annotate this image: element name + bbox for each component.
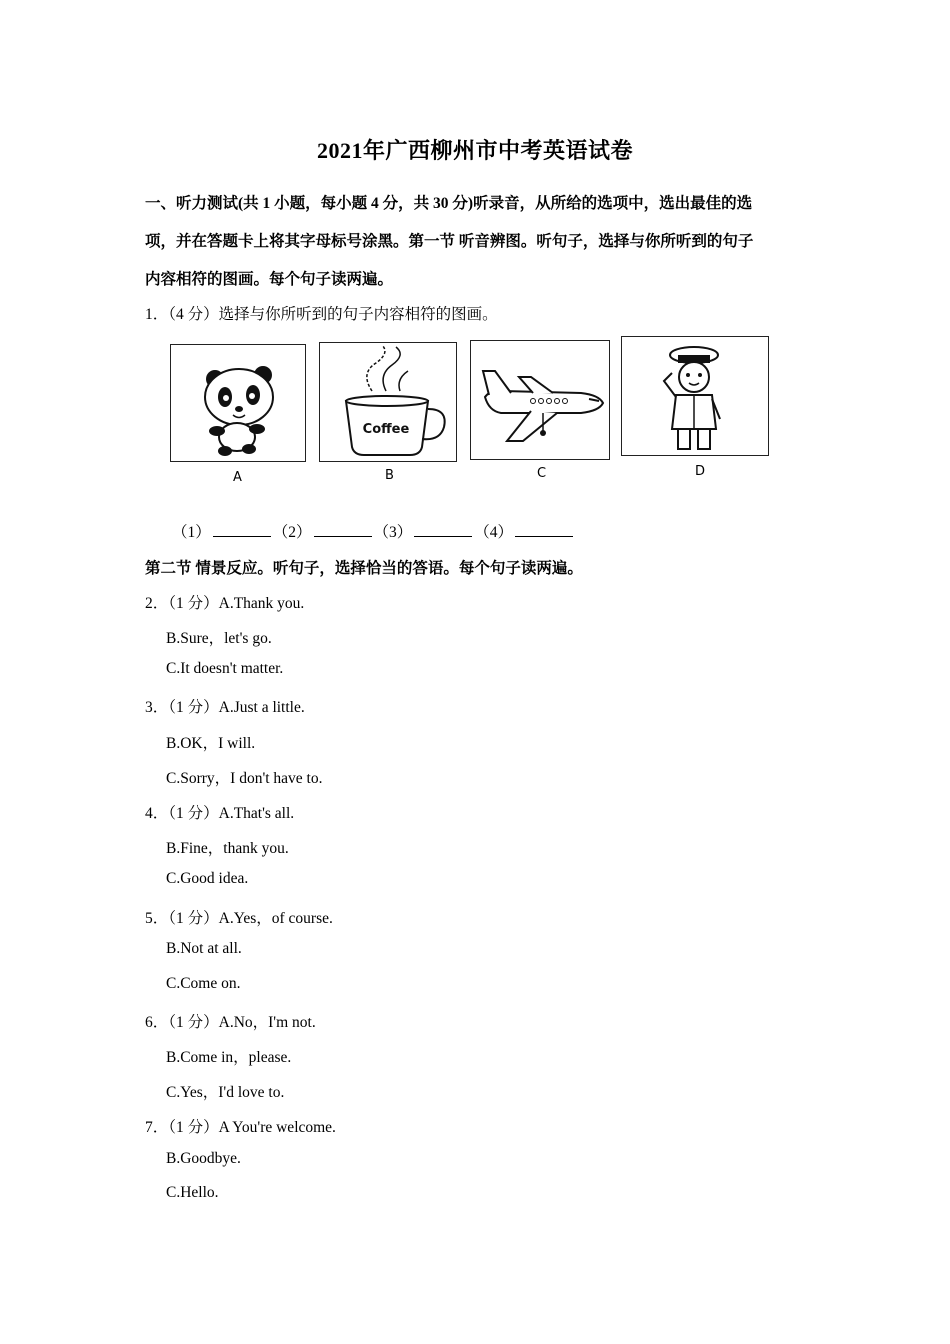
question-2-stem: 2．（1 分）A.Thank you. [145,595,305,612]
blank-2-label: （2） [272,524,312,541]
question-3-stem: 3．（1 分）A.Just a little. [145,699,305,716]
picture-d-label: D [695,464,706,479]
question-2-option-b: B.Sure，let's go. [166,630,272,647]
question-3-option-b: B.OK，I will. [166,735,256,752]
question-7-option-b: B.Goodbye. [166,1150,241,1167]
picture-options [165,334,775,494]
picture-b [319,342,457,462]
coffee-cup-icon [320,343,456,461]
question-5-option-b: B.Not at all. [166,940,242,957]
picture-a-label: A [233,470,242,485]
blank-1[interactable] [213,520,271,537]
picture-d [621,336,769,456]
section2-heading: 第二节 情景反应。听句子，选择恰当的答语。每个句子读两遍。 [145,560,583,577]
question-7-stem: 7．（1 分）A You're welcome. [145,1119,336,1136]
section1-line2: 项，并在答题卡上将其字母标号涂黑。第一节 听音辨图。听句子，选择与你所听到的句子 [145,233,754,250]
airplane-icon [471,341,609,459]
question-1-stem: 1．（4 分）选择与你所听到的句子内容相符的图画。 [145,306,498,323]
blank-3[interactable] [414,520,472,537]
answer-blanks [172,520,575,542]
question-4-option-b: B.Fine，thank you. [166,840,289,857]
blank-1-label: （1） [172,524,211,541]
section1-line3: 内容相符的图画。每个句子读两遍。 [145,271,394,288]
question-7-option-c: C.Hello. [166,1184,219,1201]
blank-2[interactable] [314,520,372,537]
blank-4[interactable] [515,520,573,537]
section1-line1: 一、听力测试(共 1 小题，每小题 4 分，共 30 分)听录音，从所给的选项中，选出最佳的选 [145,195,753,212]
picture-a [170,344,306,462]
question-6-stem: 6．（1 分）A.No，I'm not. [145,1014,316,1031]
question-5-option-c: C.Come on. [166,975,241,992]
blank-4-label: （4） [474,524,514,541]
question-5-stem: 5．（1 分）A.Yes，of course. [145,910,333,927]
panda-icon [171,345,305,461]
page-title: 2021年广西柳州市中考英语试卷 [316,138,633,163]
blank-3-label: （3） [373,524,413,541]
picture-b-label: B [385,468,394,483]
picture-c-label: C [537,466,547,481]
picture-c [470,340,610,460]
question-3-option-c: C.Sorry，I don't have to. [166,770,323,787]
police-officer-icon [622,337,768,455]
question-6-option-b: B.Come in，please. [166,1049,292,1066]
question-4-option-c: C.Good idea. [166,870,249,887]
question-2-option-c: C.It doesn't matter. [166,660,284,677]
svg-text:Coffee: Coffee [362,422,410,437]
question-4-stem: 4．（1 分）A.That's all. [145,805,295,822]
question-6-option-c: C.Yes，I'd love to. [166,1084,285,1101]
